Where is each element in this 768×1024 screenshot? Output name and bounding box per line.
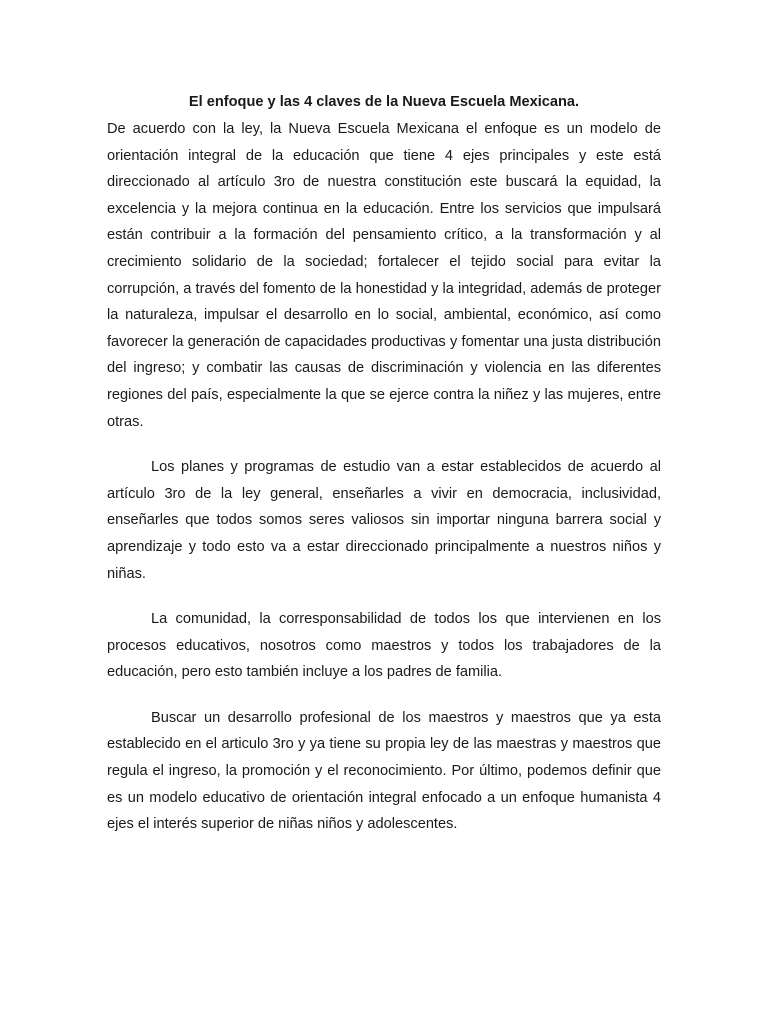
paragraph-4: Buscar un desarrollo profesional de los maestros y maestros que ya esta establecido en el articulo 3ro y ya tiene su propia ley de las maestras y maestros que regula el ingreso, la promoción y el reconocimiento. Por último, podemos definir que es un modelo educativo de orientación integral enfocado a un enfoque humanista 4 ejes el interés superior de niñas niños y adolescentes. [107,709,661,833]
paragraph-1: De acuerdo con la ley, la Nueva Escuela Mexicana el enfoque es un modelo de orientación integral de la educación que tiene 4 ejes principales y este está direccionado al artículo 3ro de nuestra constitución este buscará la equidad, la excelencia y la mejora continua en la educación. Entre los servicios que impulsará están contribuir a la formación del pensamiento crítico, a la transformación y al crecimiento solidario de la sociedad; fortalecer el tejido social para evitar la corrupción, a través del fomento de la honestidad y la integridad, además de proteger la naturaleza, impulsar el desarrollo en lo social, ambiental, económico, así como favorecer la generación de capacidades productivas y fomentar una justa distribución del ingreso; y combatir las causas de discriminación y violencia en las diferentes regiones del país, especialmente la que se ejerce contra la niñez y las mujeres, entre otras. [107,121,661,430]
paragraph-3: La comunidad, la corresponsabilidad de todos los que intervienen en los procesos educativos, nosotros como maestros y todos los trabajadores de la educación, pero esto también incluye a los padres de familia. [107,611,661,681]
document-page [107,89,661,838]
document-title: El enfoque y las 4 claves de la Nueva Escuela Mexicana. [188,94,580,110]
paragraph-2: Los planes y programas de estudio van a estar establecidos de acuerdo al artículo 3ro de la ley general, enseñarles a vivir en democracia, inclusividad, enseñarles que todos somos seres valiosos sin importar ninguna barrera social y aprendizaje y todo esto va a estar direccionado principalmente a nuestros niños y niñas. [107,459,661,582]
